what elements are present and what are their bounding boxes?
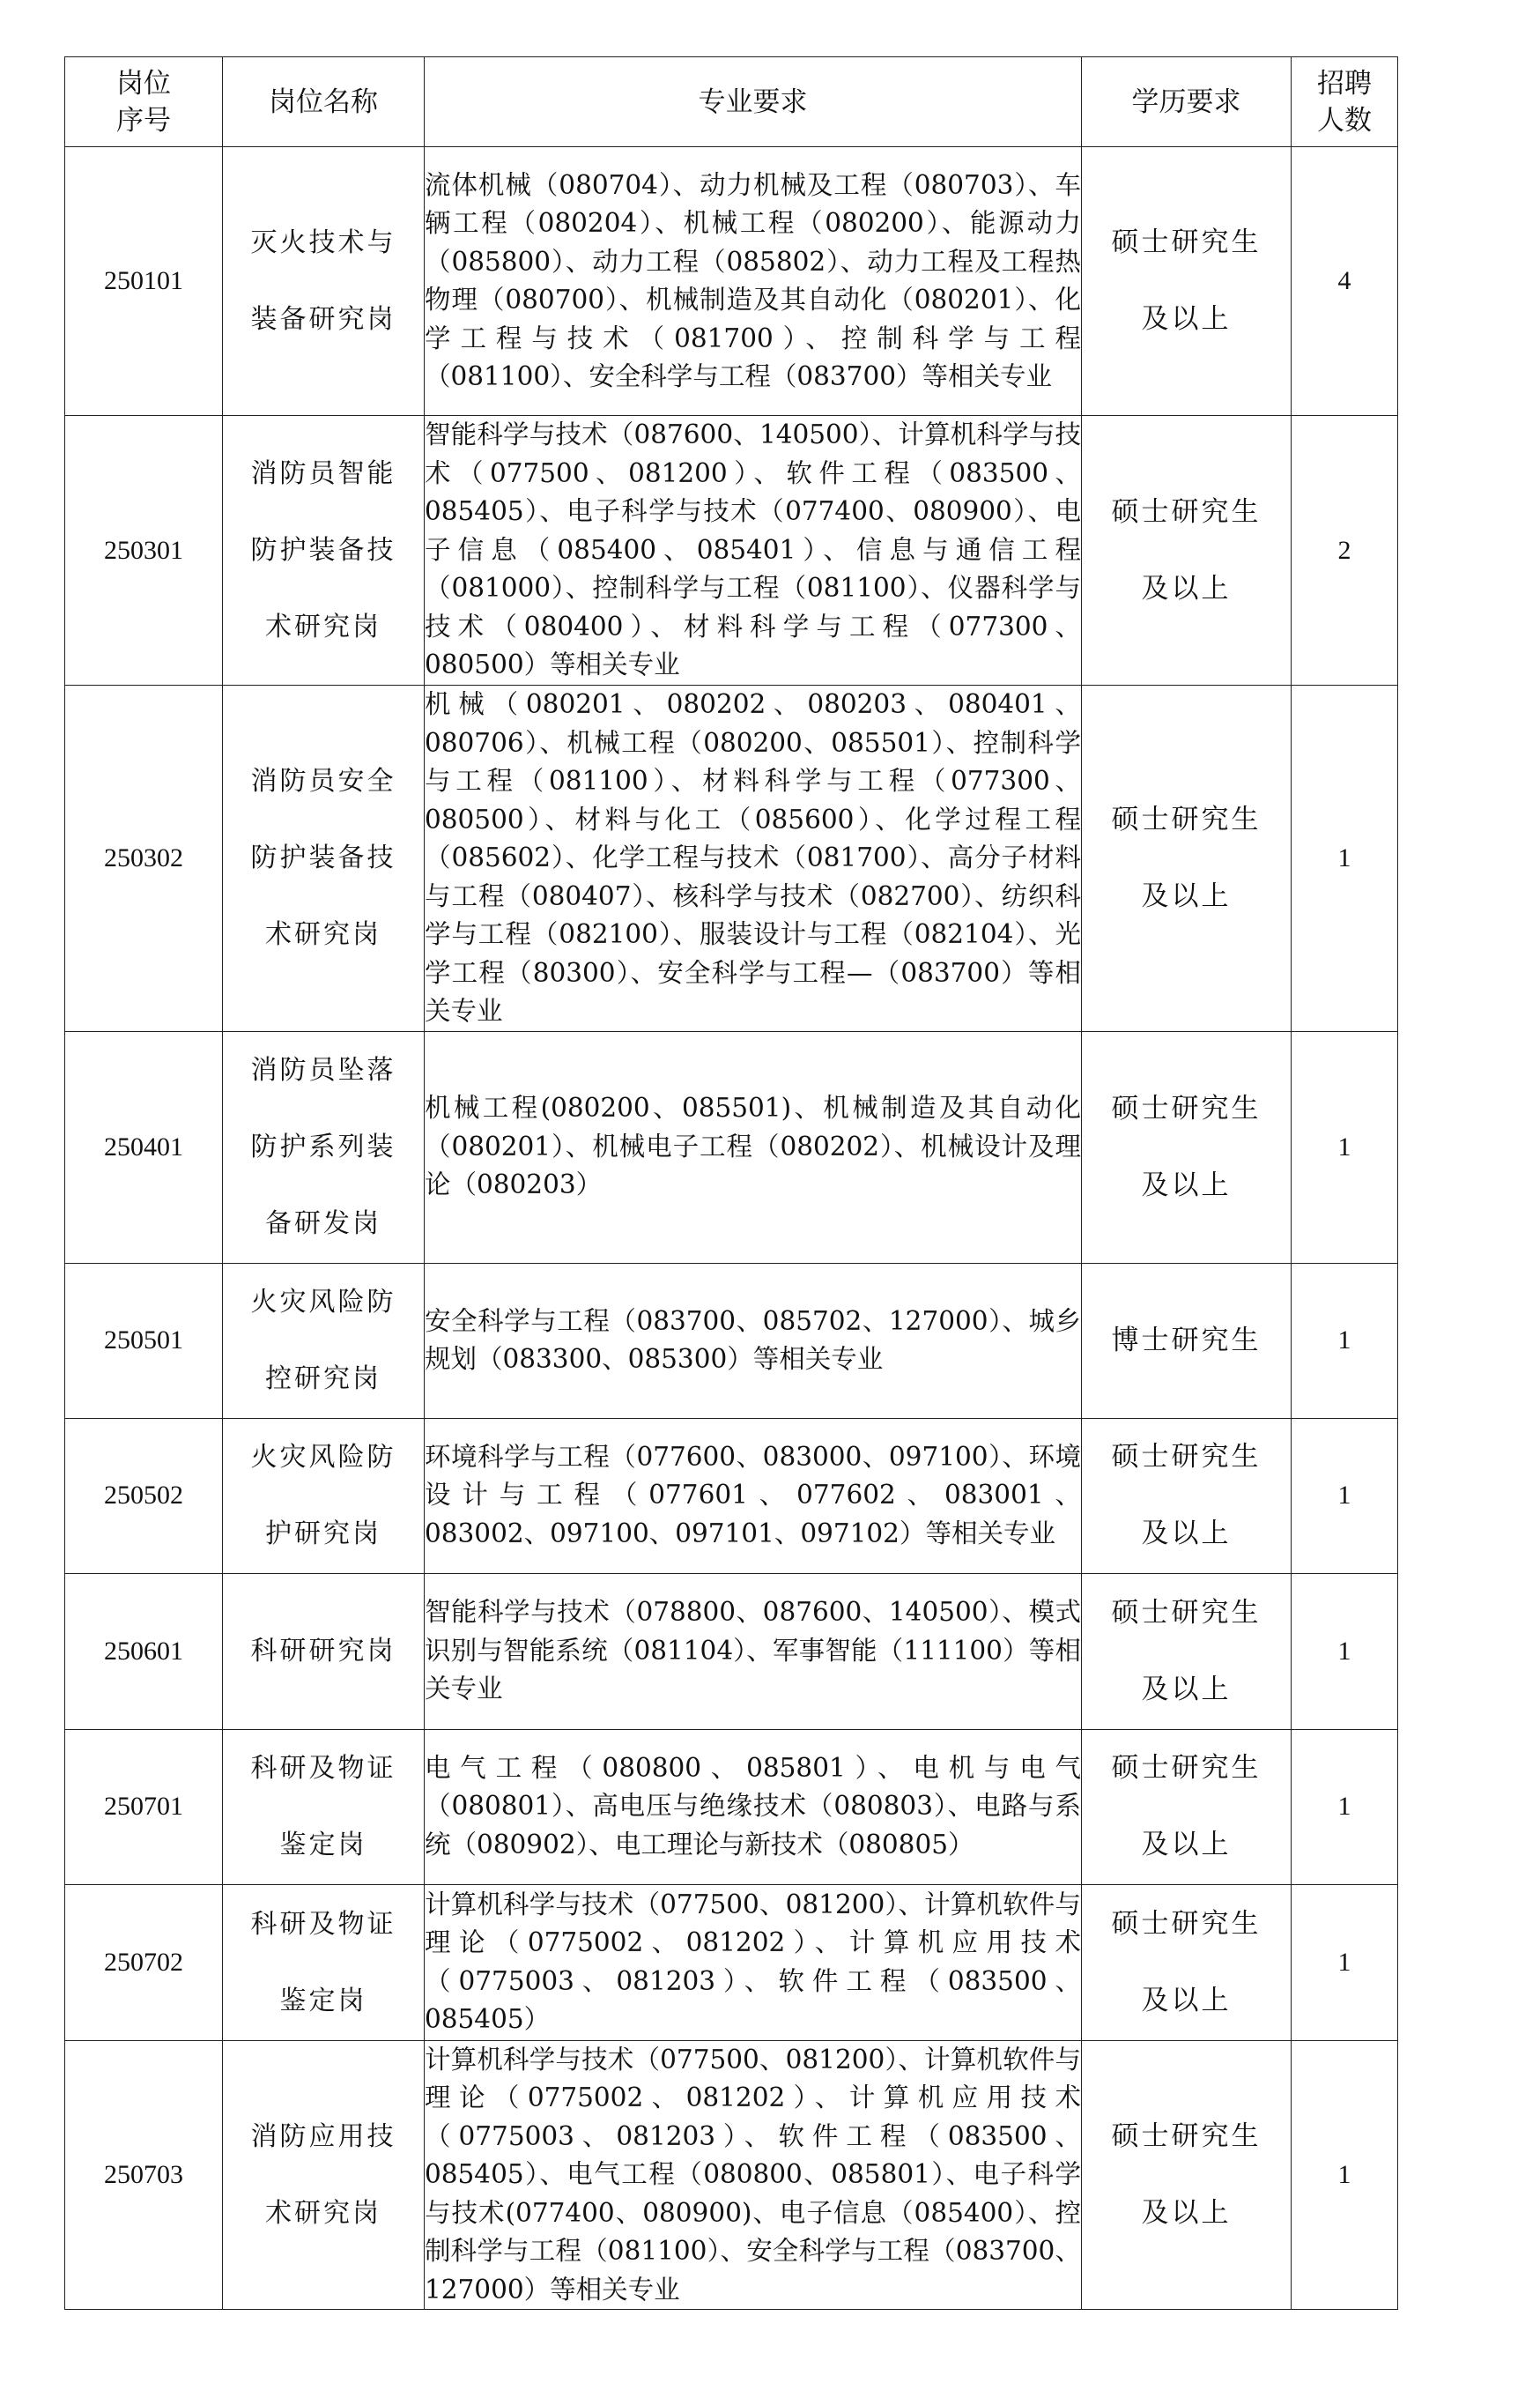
row-name-line: 科研研究岗 xyxy=(250,1636,396,1667)
row-code: 250701 xyxy=(65,1729,223,1884)
row-name-line: 护研究岗 xyxy=(265,1518,381,1549)
row-major: 机械（080201、080202、080203、080401、080706）、机械工程（080200、085501）、控制科学与工程（081100）、材料科学与工程（077300、080500）、材料与化工（085600）、化学过程工程（085602）、化学工程与技术（081700）、高分子材料与工程（080407）、核科学与技术（082700）、纺织科学与工程（082100）、服装设计与工程（082104）、光学工程（80300）、安全科学与工程—（083700）等相关专业 xyxy=(425,686,1082,1032)
row-count: 1 xyxy=(1292,1031,1398,1263)
row-name-line: 火灾风险防 xyxy=(250,1287,396,1318)
row-major: 机械工程(080200、085501)、机械制造及其自动化（080201）、机械电子工程（080202）、机械设计及理论（080203） xyxy=(425,1031,1082,1263)
row-edu-line: 及以上 xyxy=(1141,1984,1232,2016)
row-name-line: 科研及物证 xyxy=(250,1908,396,1940)
row-major: 计算机科学与技术（077500、081200）、计算机软件与理论（0775002、081202）、计算机应用技术（0775003、081203）、软件工程（083500、085405）、电气工程（080800、085801）、电子科学与技术(077400、080900)、电子信息（085400）、控制科学与工程（081100）、安全科学与工程（083700、127000）等相关专业 xyxy=(425,2040,1082,2310)
row-name xyxy=(223,147,425,416)
row-edu-line: 及以上 xyxy=(1141,880,1232,912)
row-name-line: 科研及物证 xyxy=(250,1753,396,1784)
row-name-line: 备研发岗 xyxy=(265,1208,381,1239)
row-edu xyxy=(1082,2040,1292,2310)
row-edu-line: 及以上 xyxy=(1141,2196,1232,2229)
table-row xyxy=(65,1263,1398,1418)
row-major: 计算机科学与技术（077500、081200）、计算机软件与理论（0775002、081202）、计算机应用技术（0775003、081203）、软件工程（083500、085405） xyxy=(425,1884,1082,2040)
row-edu-line: 及以上 xyxy=(1141,1169,1232,1201)
row-name xyxy=(223,686,425,1032)
row-name-line: 鉴定岗 xyxy=(279,1985,367,2016)
row-code: 250702 xyxy=(65,1884,223,2040)
row-code: 250302 xyxy=(65,686,223,1032)
row-count: 1 xyxy=(1292,1263,1398,1418)
row-edu-line: 及以上 xyxy=(1141,1829,1232,1860)
row-major: 智能科学与技术（087600、140500）、计算机科学与技术（077500、081200）、软件工程（083500、085405）、电子科学与技术（077400、080900）、电子信息（085400、085401）、信息与通信工程（081000）、控制科学与工程（081100）、仪器科学与技术（080400）、材料科学与工程（077300、080500）等相关专业 xyxy=(425,416,1082,686)
row-name xyxy=(223,1573,425,1729)
header-code-line1: 岗位 xyxy=(116,67,171,100)
row-name-line: 消防员坠落 xyxy=(250,1055,396,1086)
row-edu-line: 及以上 xyxy=(1141,1518,1232,1549)
row-major: 电气工程（080800、085801）、电机与电气（080801）、高电压与绝缘技术（080803）、电路与系统（080902）、电工理论与新技术（080805） xyxy=(425,1729,1082,1884)
row-edu-line: 硕士研究生 xyxy=(1111,1907,1262,1940)
row-edu-line: 硕士研究生 xyxy=(1111,2119,1262,2152)
table-row xyxy=(65,2040,1398,2310)
row-name-line: 消防应用技 xyxy=(250,2120,396,2152)
table-header-row xyxy=(65,57,1398,147)
row-count: 1 xyxy=(1292,1418,1398,1573)
row-edu xyxy=(1082,1729,1292,1884)
header-count-line2: 人数 xyxy=(1317,104,1372,137)
row-name-line: 防护装备技 xyxy=(250,535,396,566)
row-edu xyxy=(1082,416,1292,686)
row-count: 1 xyxy=(1292,1573,1398,1729)
row-edu-line: 硕士研究生 xyxy=(1111,226,1262,258)
row-code: 250501 xyxy=(65,1263,223,1418)
header-code-line2: 序号 xyxy=(116,104,171,137)
row-name-line: 术研究岗 xyxy=(265,612,381,642)
row-edu xyxy=(1082,1573,1292,1729)
row-name-line: 消防员安全 xyxy=(250,766,396,798)
row-edu-line: 硕士研究生 xyxy=(1111,1092,1262,1125)
row-name-line: 防护装备技 xyxy=(250,843,396,874)
row-edu xyxy=(1082,686,1292,1032)
row-count: 1 xyxy=(1292,686,1398,1032)
row-name xyxy=(223,1729,425,1884)
row-major: 流体机械（080704）、动力机械及工程（080703）、车辆工程（080204）、机械工程（080200）、能源动力（085800）、动力工程（085802）、动力工程及工程热物理（080700）、机械制造及其自动化（080201）、化学工程与技术（081700）、控制科学与工程（081100）、安全科学与工程（083700）等相关专业 xyxy=(425,147,1082,416)
row-edu-line: 及以上 xyxy=(1141,572,1232,605)
row-code: 250101 xyxy=(65,147,223,416)
row-count: 4 xyxy=(1292,147,1398,416)
table-row xyxy=(65,147,1398,416)
row-name-line: 消防员智能 xyxy=(250,458,396,489)
row-code: 250301 xyxy=(65,416,223,686)
row-code: 250401 xyxy=(65,1031,223,1263)
table-row xyxy=(65,686,1398,1032)
row-major: 安全科学与工程（083700、085702、127000）、城乡规划（083300、085300）等相关专业 xyxy=(425,1263,1082,1418)
row-name-line: 术研究岗 xyxy=(265,2197,381,2229)
row-edu-line: 硕士研究生 xyxy=(1111,1752,1262,1784)
row-code: 250703 xyxy=(65,2040,223,2310)
row-name xyxy=(223,416,425,686)
row-name xyxy=(223,1884,425,2040)
row-code: 250601 xyxy=(65,1573,223,1729)
row-name-line: 控研究岗 xyxy=(265,1363,381,1394)
row-edu-line: 硕士研究生 xyxy=(1111,1596,1262,1629)
row-name-line: 灭火技术与 xyxy=(250,227,396,258)
row-edu xyxy=(1082,147,1292,416)
row-name-line: 术研究岗 xyxy=(265,919,381,951)
row-edu-line: 硕士研究生 xyxy=(1111,1441,1262,1473)
row-name xyxy=(223,2040,425,2310)
row-major: 智能科学与技术（078800、087600、140500）、模式识别与智能系统（081104）、军事智能（111100）等相关专业 xyxy=(425,1573,1082,1729)
header-edu: 学历要求 xyxy=(1082,57,1292,147)
row-name-line: 鉴定岗 xyxy=(279,1830,367,1860)
row-edu-line: 及以上 xyxy=(1141,1673,1232,1705)
row-major: 环境科学与工程（077600、083000、097100）、环境设计与工程（077601、077602、083001、083002、097100、097101、097102）等相关专业 xyxy=(425,1418,1082,1573)
row-name xyxy=(223,1031,425,1263)
row-edu-line: 硕士研究生 xyxy=(1111,803,1262,835)
row-count: 1 xyxy=(1292,1884,1398,2040)
table-row xyxy=(65,416,1398,686)
row-edu xyxy=(1082,1263,1292,1418)
row-edu xyxy=(1082,1418,1292,1573)
row-edu-line: 及以上 xyxy=(1141,303,1232,335)
row-code: 250502 xyxy=(65,1418,223,1573)
row-edu-line: 硕士研究生 xyxy=(1111,495,1262,528)
row-count: 2 xyxy=(1292,416,1398,686)
row-name xyxy=(223,1418,425,1573)
row-edu-line: 博士研究生 xyxy=(1111,1324,1262,1356)
row-count: 1 xyxy=(1292,1729,1398,1884)
header-name: 岗位名称 xyxy=(223,57,425,147)
table-row xyxy=(65,1418,1398,1573)
row-edu xyxy=(1082,1884,1292,2040)
header-major: 专业要求 xyxy=(425,57,1082,147)
row-count: 1 xyxy=(1292,2040,1398,2310)
header-code xyxy=(65,57,223,147)
row-edu xyxy=(1082,1031,1292,1263)
header-count-line1: 招聘 xyxy=(1317,67,1372,100)
row-name-line: 防护系列装 xyxy=(250,1132,396,1162)
row-name-line: 装备研究岗 xyxy=(250,304,396,335)
table-row xyxy=(65,1031,1398,1263)
row-name-line: 火灾风险防 xyxy=(250,1442,396,1473)
recruitment-table xyxy=(64,56,1398,2310)
header-count xyxy=(1292,57,1398,147)
table-row xyxy=(65,1884,1398,2040)
row-name xyxy=(223,1263,425,1418)
table-row xyxy=(65,1573,1398,1729)
table-row xyxy=(65,1729,1398,1884)
